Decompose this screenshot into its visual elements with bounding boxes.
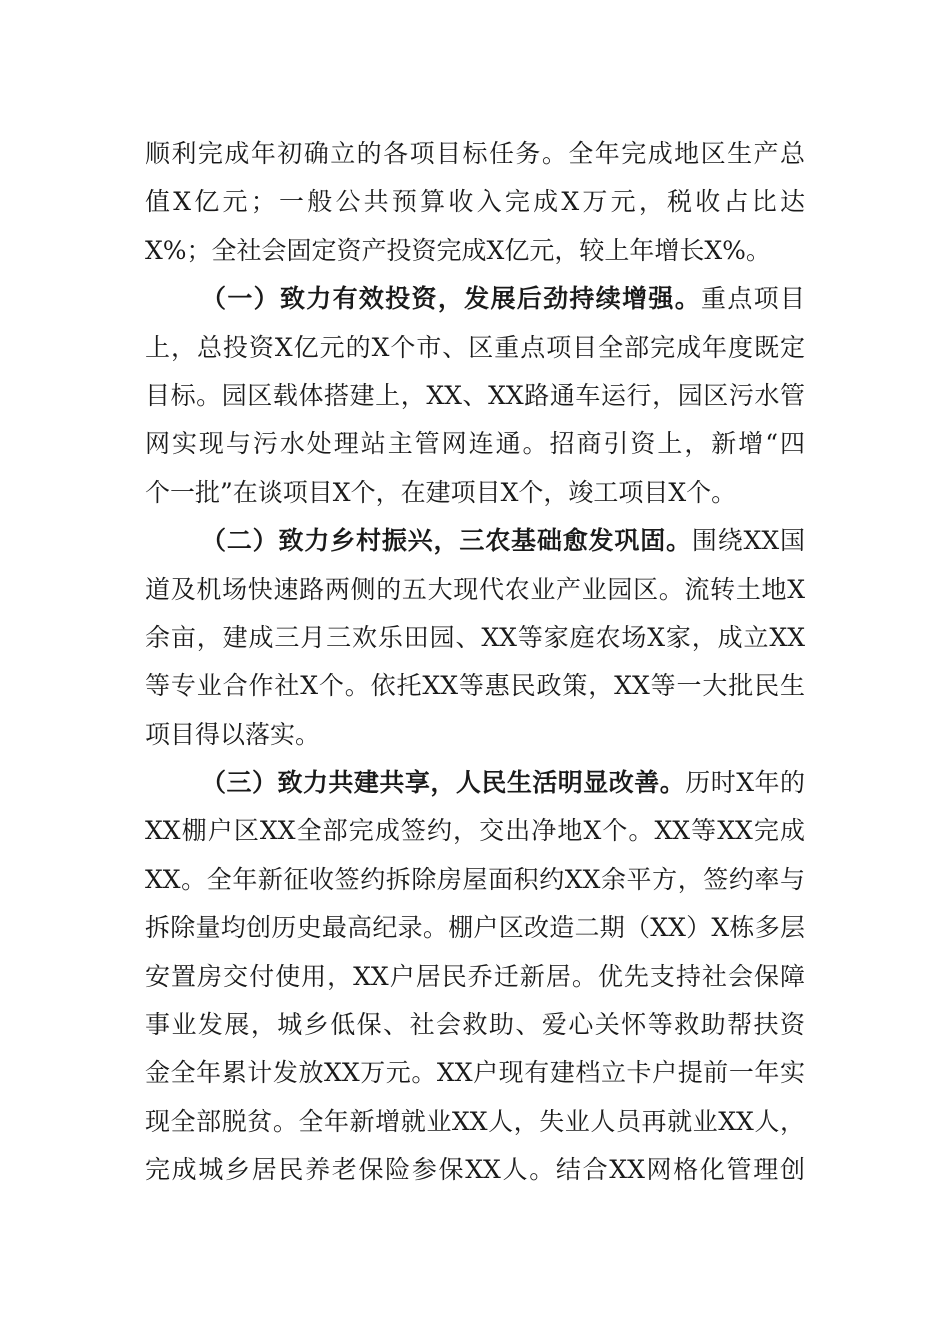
paragraph-line: 项目得以落实。	[145, 719, 321, 749]
paragraph-line: XX。全年新征收签约拆除房屋面积约XX余平方，签约率与	[145, 864, 805, 894]
paragraph-line: 目标。园区载体搭建上，XX、XX路通车运行，园区污水管	[145, 380, 805, 410]
paragraph-line: 现全部脱贫。全年新增就业XX人，失业人员再就业XX人，	[145, 1106, 805, 1136]
paragraph-line: 金全年累计发放XX万元。XX户现有建档立卡户提前一年实	[145, 1058, 805, 1088]
paragraph-first-line	[145, 759, 805, 807]
paragraph-first-line	[145, 275, 805, 323]
document-body	[145, 130, 805, 1195]
paragraph-line: 等专业合作社X个。依托XX等惠民政策，XX等一大批民生	[145, 671, 805, 701]
section-1-heading: （一）致力有效投资，发展后劲持续增强。	[201, 284, 702, 314]
paragraph-line: 事业发展，城乡低保、社会救助、爱心关怀等救助帮扶资	[145, 1010, 805, 1040]
paragraph-line: 余亩，建成三月三欢乐田园、XX等家庭农场X家，成立XX	[145, 622, 805, 652]
paragraph-line: 个一批”在谈项目X个，在建项目X个，竣工项目X个。	[145, 477, 737, 507]
section-1-paragraph	[145, 275, 805, 517]
section-3-paragraph	[145, 759, 805, 1195]
paragraph-line: 道及机场快速路两侧的五大现代农业产业园区。流转土地X	[145, 574, 805, 604]
paragraph-line: XX棚户区XX全部完成签约，交出净地X个。XX等XX完成	[145, 816, 805, 846]
section-2-first-text: 围绕XX国	[691, 526, 805, 556]
paragraph-first-line	[145, 517, 805, 565]
section-1-first-text: 重点项目	[701, 284, 805, 314]
paragraph-line: 拆除量均创历史最高纪录。棚户区改造二期（XX）X栋多层	[145, 913, 805, 943]
section-3-first-text: 历时X年的	[685, 768, 805, 798]
paragraph-line: X%；全社会固定资产投资完成X亿元，较上年增长X%。	[145, 235, 771, 265]
section-2-heading: （二）致力乡村振兴，三农基础愈发巩固。	[201, 526, 692, 556]
intro-paragraph	[145, 130, 805, 275]
paragraph-line: 网实现与污水处理站主管网连通。招商引资上，新增“四	[145, 429, 805, 459]
paragraph-line: 安置房交付使用，XX户居民乔迁新居。优先支持社会保障	[145, 961, 805, 991]
section-3-heading: （三）致力共建共享，人民生活明显改善。	[201, 768, 686, 798]
paragraph-line: 上，总投资X亿元的X个市、区重点项目全部完成年度既定	[145, 332, 805, 362]
paragraph-line: 完成城乡居民养老保险参保XX人。结合XX网格化管理创	[145, 1155, 805, 1185]
paragraph-line: 值X亿元；一般公共预算收入完成X万元，税收占比达	[145, 187, 805, 217]
paragraph-line: 顺利完成年初确立的各项目标任务。全年完成地区生产总	[145, 139, 805, 168]
section-2-paragraph	[145, 517, 805, 759]
